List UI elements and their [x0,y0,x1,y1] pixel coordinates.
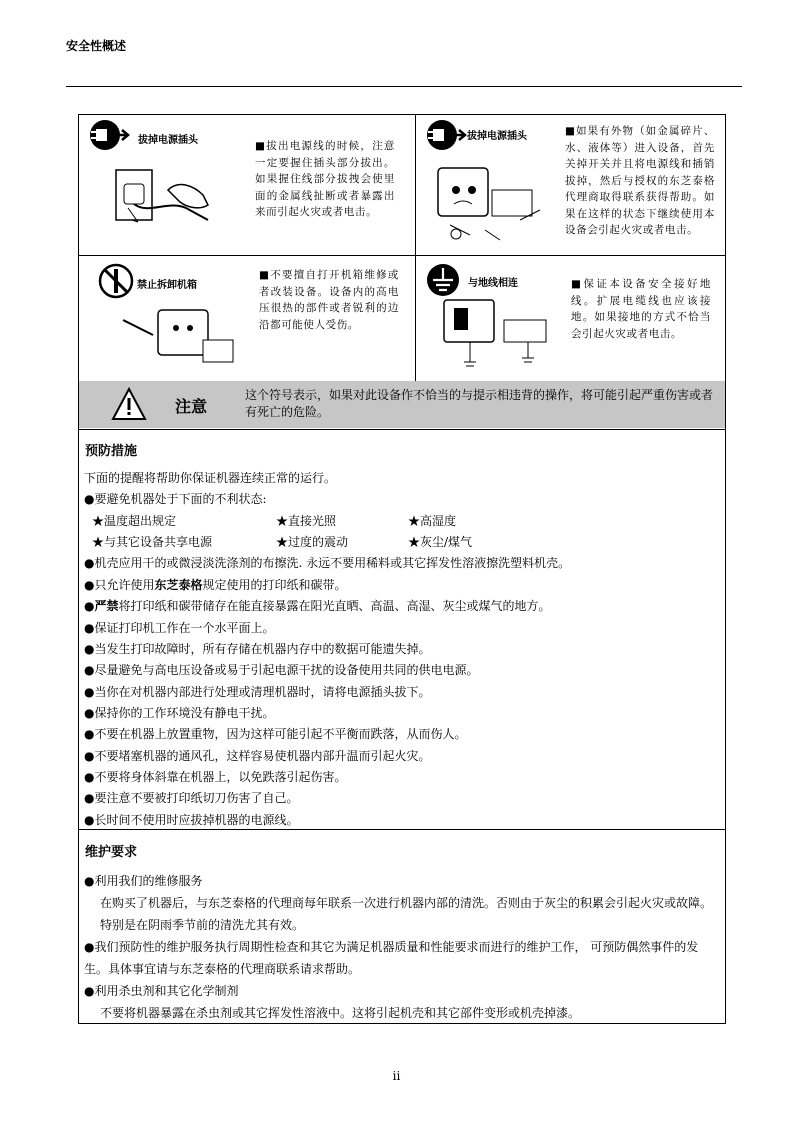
caution-bar [79,381,725,428]
precaution-text: ● [84,599,95,613]
precaution-item: ●长时间不使用时应拔掉机器的电源线。 [84,813,299,827]
warning-row-divider [78,255,726,256]
ground-illustration [440,292,560,372]
warning-title-4: 与地线相连 [468,278,518,289]
precaution-item: ●不要堵塞机器的通风孔，这样容易使机器内部升温而引起火灾。 [84,749,431,763]
condition: ★直接光照 [276,514,337,528]
caution-bottom-rule [78,429,726,430]
precaution-item: ●保证打印机工作在一个水平面上。 [84,621,275,635]
precaution-item: ●不要将身体斜靠在机器上，以免跌落引起伤害。 [84,770,347,784]
condition: ★灰尘/煤气 [408,535,473,549]
precaution-item: ●不要在机器上放置重物，因为这样可能引起不平衡而跌落，从而伤人。 [84,727,467,741]
precautions-title: 预防措施 [85,444,138,459]
page-number: ii [392,1069,401,1083]
condition: ★温度超出规定 [92,514,177,528]
precautions-intro: 下面的提醒将帮助你保证机器连续正常的运行。 [84,471,337,485]
unplug-illustration [108,160,218,240]
caution-label: 注意 [175,397,208,416]
precaution-text: ●只允许使用 [84,578,155,592]
warning-triangle-icon [111,387,147,421]
warning-text-2: ■如果有外物（如金属碎片、水、液体等）进入设备，首先关掉开关并且将电源线和插销拔掉，然后与授权的东芝泰格代理商取得联系获得帮助。如果在这样的状态下继续使用本设备会引起火灾或者电击。 [565,125,715,236]
unplug-icon [88,118,130,152]
warning-text-1: ■拔出电源线的时候，注意一定要握住插头部分拔出。如果握住线部分拔拽会使里面的金属线扯断或者暴露出来而引起火灾或者电击。 [255,140,395,218]
maintenance-item: ●我们预防性的维护服务执行周期性检查和其它为满足机器质量和性能要求而进行的维护工作， 可预防偶然事件的发生。具体事宜请与东芝泰格的代理商联系请求帮助。 [84,940,699,976]
condition: ★与其它设备共享电源 [92,535,213,549]
precaution-item: ●当发生打印故障时，所有存储在机器内存中的数据可能遗失掉。 [84,642,431,656]
precaution-item [84,596,551,617]
unplug-icon-2 [425,118,467,152]
maintenance-body [84,870,722,1024]
precaution-item: ●要注意不要被打印纸切刀伤害了自己。 [84,791,299,805]
precaution-text: 规定使用的打印纸和碳带。 [202,578,347,592]
warning-title-3: 禁止拆卸机箱 [137,280,197,291]
precaution-text: 将打印纸和碳带储存在能直接暴露在阳光直晒、高温、高湿、灰尘或煤气的地方。 [118,599,551,613]
conditions-row-1 [84,511,504,533]
header-rule [66,86,742,87]
warning-title-1: 拔掉电源插头 [138,135,198,146]
condition: ★过度的震动 [276,535,349,549]
brand-name: 东芝泰格 [154,578,203,592]
maintenance-item: ●利用我们的维修服务 [84,874,203,888]
precaution-item: ●尽量避免与高电压设备或易于引起电源干扰的设备使用共同的供电电源。 [84,663,479,677]
warning-grid-divider [415,114,416,381]
conditions-row-2 [84,532,504,554]
maintenance-detail: 在购买了机器后，与东芝泰格的代理商每年联系一次进行机器内部的清洗。否则由于灰尘的积累会引起火灾或故障。特别是在阴雨季节前的清洗尤其有效。 [100,896,713,932]
maintenance-item: ●利用杀虫剂和其它化学制剂 [84,984,239,998]
running-header: 安全性概述 [66,39,127,53]
precaution-item: ●机壳应用干的或微浸淡洗涤剂的布擦洗. 永远不要用稀料或其它挥发性溶液擦洗塑料机壳。 [84,556,571,570]
prohibited-emphasis: 严禁 [94,599,119,613]
precaution-item: ●保持你的工作环境没有静电干扰。 [84,706,275,720]
maintenance-detail: 不要将机器暴露在杀虫剂或其它挥发性溶液中。这将引起机壳和其它部件变形或机壳掉漆。 [100,1006,581,1020]
avoid-intro: ●要避免机器处于下面的不利状态: [84,492,267,506]
caution-text: 这个符号表示，如果对此设备作不恰当的与提示相违背的操作，将可能引起严重伤害或者有死亡的危险。 [245,388,714,419]
warning-text-4: ■保证本设备安全接好地线。扩展电缆线也应该接地。如果接地的方式不恰当会引起火灾或者电击。 [571,278,711,340]
warning-title-2: 拔掉电源插头 [467,131,527,142]
maintenance-title: 维护要求 [85,845,138,860]
warning-text-3: ■不要擅自打开机箱维修或者改装设备。设备内的高电压很热的部件或者锐利的边沿都可能使人受伤。 [259,269,399,331]
condition: ★高湿度 [408,514,457,528]
liquid-spill-illustration [430,150,560,245]
no-disassembly-icon [98,263,134,299]
precaution-item [84,575,347,596]
precaution-item: ●当你在对机器内部进行处理或清理机器时，请将电源插头拔下。 [84,685,431,699]
disassembly-illustration [118,300,238,370]
